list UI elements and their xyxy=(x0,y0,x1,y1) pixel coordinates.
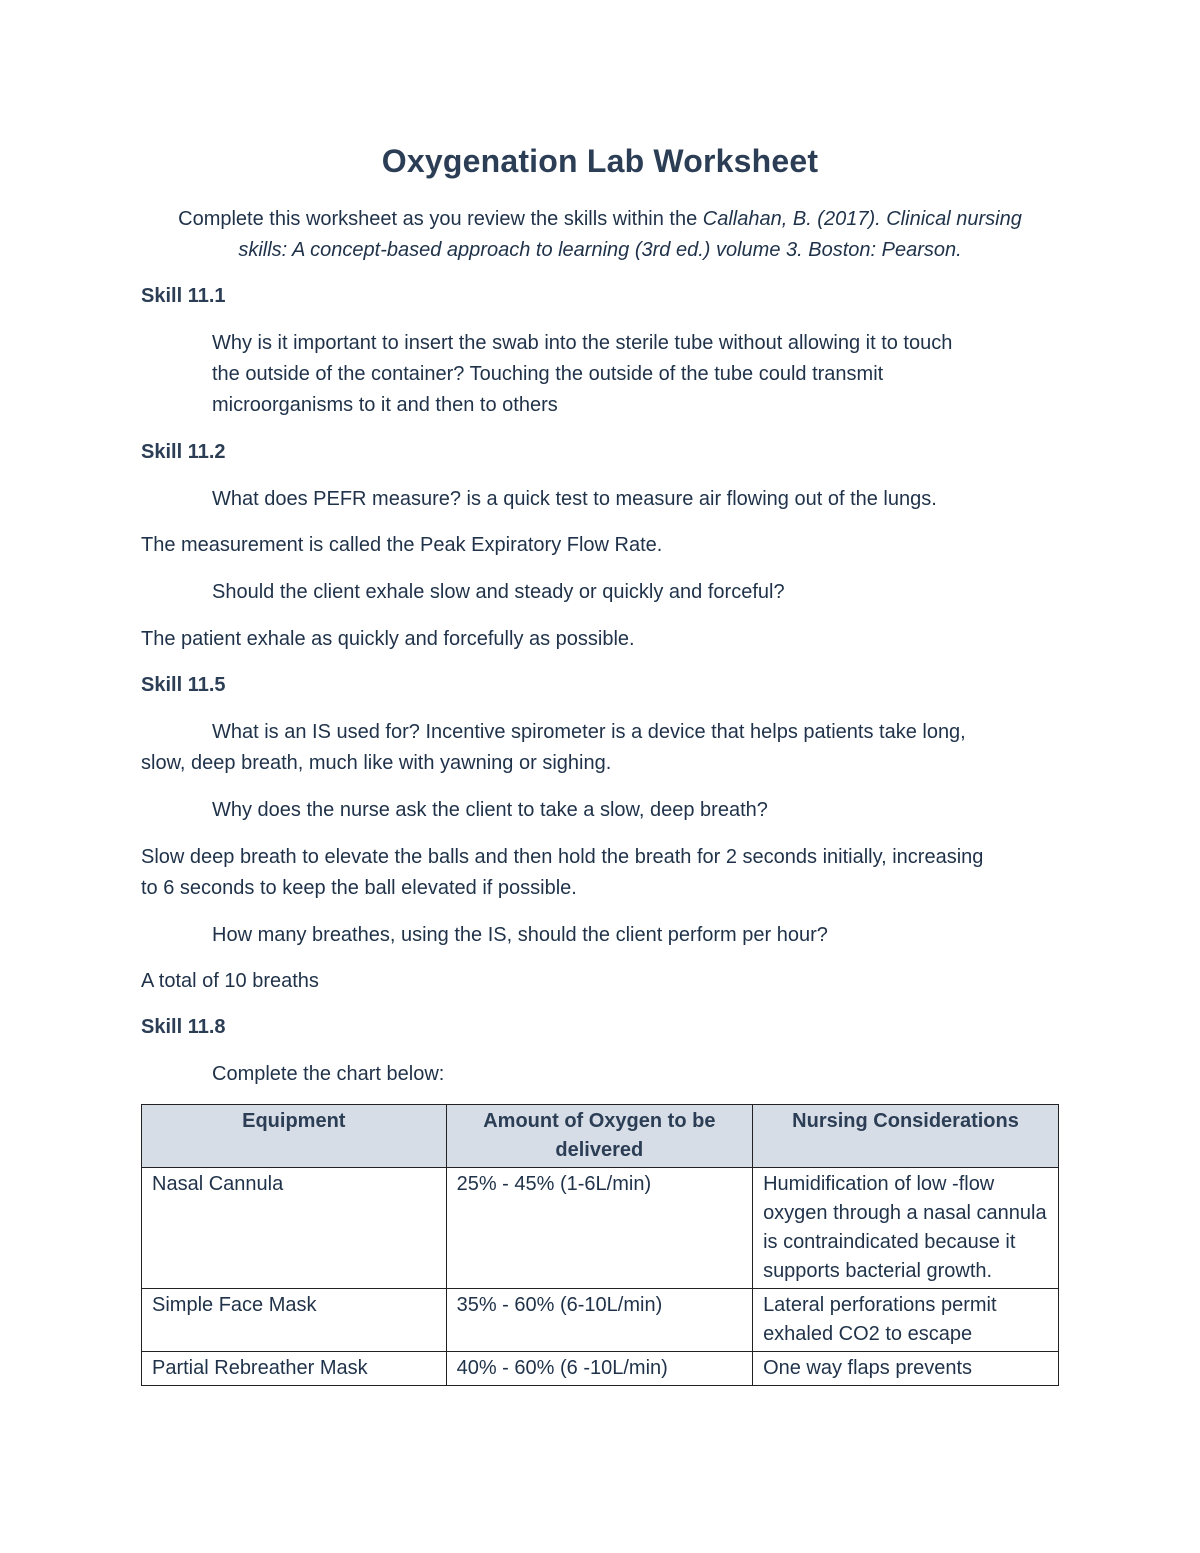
table-cell-equipment: Partial Rebreather Mask xyxy=(142,1352,447,1386)
table-cell-considerations: Humidification of low -flow oxygen through a nasal cannula is contraindicated because it supports bacterial growth. xyxy=(753,1168,1059,1289)
table-row xyxy=(142,1352,1059,1386)
skill-11-5-answer-3: A total of 10 breaths xyxy=(141,970,319,992)
table-cell-amount: 25% - 45% (1-6L/min) xyxy=(446,1168,752,1289)
intro-citation-2: skills: A concept-based approach to learning (3rd ed.) volume 3. Boston: Pearson. xyxy=(238,239,962,261)
skill-11-2-answer-2: The patient exhale as quickly and forcefully as possible. xyxy=(141,628,635,650)
oxygen-delivery-table xyxy=(141,1104,1059,1386)
skill-11-1-line-3: microorganisms to it and then to others xyxy=(212,394,558,416)
skill-11-2-heading: Skill 11.2 xyxy=(141,441,226,463)
skill-11-5-question-2: Why does the nurse ask the client to take a slow, deep breath? xyxy=(212,799,768,821)
table-cell-equipment: Simple Face Mask xyxy=(142,1289,447,1352)
skill-11-5-question-1-line-2: slow, deep breath, much like with yawning or sighing. xyxy=(141,752,612,774)
skill-11-8-instruction: Complete the chart below: xyxy=(212,1063,445,1085)
skill-11-1-heading: Skill 11.1 xyxy=(141,285,226,307)
table-cell-amount: 35% - 60% (6-10L/min) xyxy=(446,1289,752,1352)
skill-11-5-answer-2-line-2: to 6 seconds to keep the ball elevated if possible. xyxy=(141,877,577,899)
intro-citation-1: Callahan, B. (2017). Clinical nursing xyxy=(702,208,1022,230)
skill-11-2-question-1: What does PEFR measure? is a quick test to measure air flowing out of the lungs. xyxy=(212,488,937,510)
intro-text: Complete this worksheet as you review the skills within the xyxy=(178,208,703,230)
skill-11-2-answer-1: The measurement is called the Peak Expiratory Flow Rate. xyxy=(141,534,663,556)
skill-11-1-line-2: the outside of the container? Touching the outside of the tube could transmit xyxy=(212,363,884,385)
skill-11-2-question-2: Should the client exhale slow and steady or quickly and forceful? xyxy=(212,581,785,603)
skill-11-1-line-1: Why is it important to insert the swab into the sterile tube without allowing it to touch xyxy=(212,332,953,354)
page-title: Oxygenation Lab Worksheet xyxy=(381,143,819,179)
table-cell-equipment: Nasal Cannula xyxy=(142,1168,447,1289)
table-cell-amount: 40% - 60% (6 -10L/min) xyxy=(446,1352,752,1386)
table-cell-considerations: One way flaps prevents xyxy=(753,1352,1059,1386)
skill-11-8-heading: Skill 11.8 xyxy=(141,1016,226,1038)
table-row xyxy=(142,1289,1059,1352)
skill-11-5-question-3: How many breathes, using the IS, should the client perform per hour? xyxy=(212,924,828,946)
table-header-amount: Amount of Oxygen to be delivered xyxy=(446,1105,752,1168)
skill-11-5-answer-2-line-1: Slow deep breath to elevate the balls and then hold the breath for 2 seconds initially, increasing xyxy=(141,846,984,868)
table-cell-considerations: Lateral perforations permit exhaled CO2 to escape xyxy=(753,1289,1059,1352)
table-row xyxy=(142,1168,1059,1289)
intro-paragraph xyxy=(120,204,1080,266)
table-header-row xyxy=(142,1105,1059,1168)
table-header-considerations: Nursing Considerations xyxy=(753,1105,1059,1168)
table-header-equipment: Equipment xyxy=(142,1105,447,1168)
skill-11-5-heading: Skill 11.5 xyxy=(141,674,226,696)
skill-11-5-question-1-line-1: What is an IS used for? Incentive spirometer is a device that helps patients take long, xyxy=(212,721,966,743)
